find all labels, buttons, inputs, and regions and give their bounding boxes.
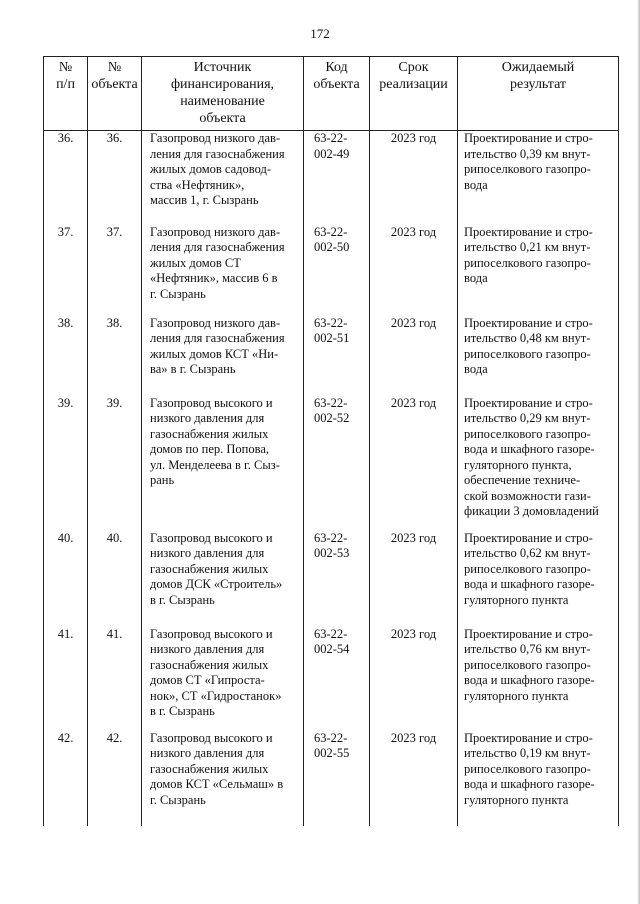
table-row: [44, 531, 619, 627]
cell-result: Проектирование и стро- ительство 0,21 км внут- рипоселкового газопро- вода: [458, 225, 619, 316]
cell-object-num: 38.: [88, 316, 142, 396]
header-num: № п/п: [44, 57, 88, 131]
cell-source: Газопровод высокого и низкого давления для газоснабжения жилых домов ДСК «Строитель» в г. Сызрань: [142, 531, 304, 627]
cell-term: 2023 год: [370, 531, 458, 627]
cell-term: 2023 год: [370, 131, 458, 225]
cell-source: Газопровод высокого и низкого давления для газоснабжения жилых домов КСТ «Сельмаш» в г. Сызрань: [142, 731, 304, 826]
cell-num: 39.: [44, 396, 88, 531]
cell-code: 63-22- 002-53: [304, 531, 370, 627]
cell-source: Газопровод низкого дав- ления для газоснабжения жилых домов СТ «Нефтяник», массив 6 в г. Сызрань: [142, 225, 304, 316]
cell-object-num: 39.: [88, 396, 142, 531]
cell-code: 63-22- 002-50: [304, 225, 370, 316]
cell-term: 2023 год: [370, 225, 458, 316]
cell-num: 41.: [44, 627, 88, 731]
header-result: Ожидаемый результат: [458, 57, 619, 131]
cell-result: Проектирование и стро- ительство 0,19 км внут- рипоселкового газопро- вода и шкафного газоре- гуляторного пункта: [458, 731, 619, 826]
cell-term: 2023 год: [370, 627, 458, 731]
table-row: [44, 131, 619, 225]
cell-num: 38.: [44, 316, 88, 396]
cell-term: 2023 год: [370, 731, 458, 826]
cell-source: Газопровод высокого и низкого давления для газоснабжения жилых домов по пер. Попова, ул. Менделеева в г. Сыз- рань: [142, 396, 304, 531]
table-row: [44, 316, 619, 396]
header-source: Источник финансирования, наименование объекта: [142, 57, 304, 131]
cell-result: Проектирование и стро- ительство 0,62 км внут- рипоселкового газопро- вода и шкафного газоре- гуляторного пункта: [458, 531, 619, 627]
cell-object-num: 36.: [88, 131, 142, 225]
cell-num: 42.: [44, 731, 88, 826]
table-body: [44, 131, 619, 826]
cell-code: 63-22- 002-52: [304, 396, 370, 531]
cell-num: 36.: [44, 131, 88, 225]
cell-object-num: 40.: [88, 531, 142, 627]
cell-source: Газопровод низкого дав- ления для газоснабжения жилых домов садовод- ства «Нефтяник», массив 1, г. Сызрань: [142, 131, 304, 225]
table-row: [44, 731, 619, 826]
header-code: Код объекта: [304, 57, 370, 131]
cell-source: Газопровод низкого дав- ления для газоснабжения жилых домов КСТ «Ни- ва» в г. Сызрань: [142, 316, 304, 396]
table-row: [44, 396, 619, 531]
financing-table: [43, 56, 619, 826]
header-row: [44, 57, 619, 131]
cell-object-num: 42.: [88, 731, 142, 826]
cell-object-num: 41.: [88, 627, 142, 731]
table-header: [44, 57, 619, 131]
page-number: 172: [310, 26, 330, 41]
cell-result: Проектирование и стро- ительство 0,48 км внут- рипоселкового газопро- вода: [458, 316, 619, 396]
table-row: [44, 627, 619, 731]
cell-result: Проектирование и стро- ительство 0,39 км внут- рипоселкового газопро- вода: [458, 131, 619, 225]
cell-source: Газопровод высокого и низкого давления для газоснабжения жилых домов СТ «Гипроста- нок», СТ «Гидростанок» в г. Сызрань: [142, 627, 304, 731]
cell-result: Проектирование и стро- ительство 0,76 км внут- рипоселкового газопро- вода и шкафного газоре- гуляторного пункта: [458, 627, 619, 731]
cell-code: 63-22- 002-49: [304, 131, 370, 225]
cell-term: 2023 год: [370, 396, 458, 531]
cell-result: Проектирование и стро- ительство 0,29 км внут- рипоселкового газопро- вода и шкафного газоре- гуляторного пункта, обеспечение техниче- ской возможности гази- фикации 3 домовладений: [458, 396, 619, 531]
cell-num: 37.: [44, 225, 88, 316]
cell-term: 2023 год: [370, 316, 458, 396]
cell-object-num: 37.: [88, 225, 142, 316]
cell-code: 63-22- 002-55: [304, 731, 370, 826]
header-object-num: № объекта: [88, 57, 142, 131]
cell-code: 63-22- 002-54: [304, 627, 370, 731]
header-term: Срок реализации: [370, 57, 458, 131]
cell-code: 63-22- 002-51: [304, 316, 370, 396]
cell-num: 40.: [44, 531, 88, 627]
table-row: [44, 225, 619, 316]
